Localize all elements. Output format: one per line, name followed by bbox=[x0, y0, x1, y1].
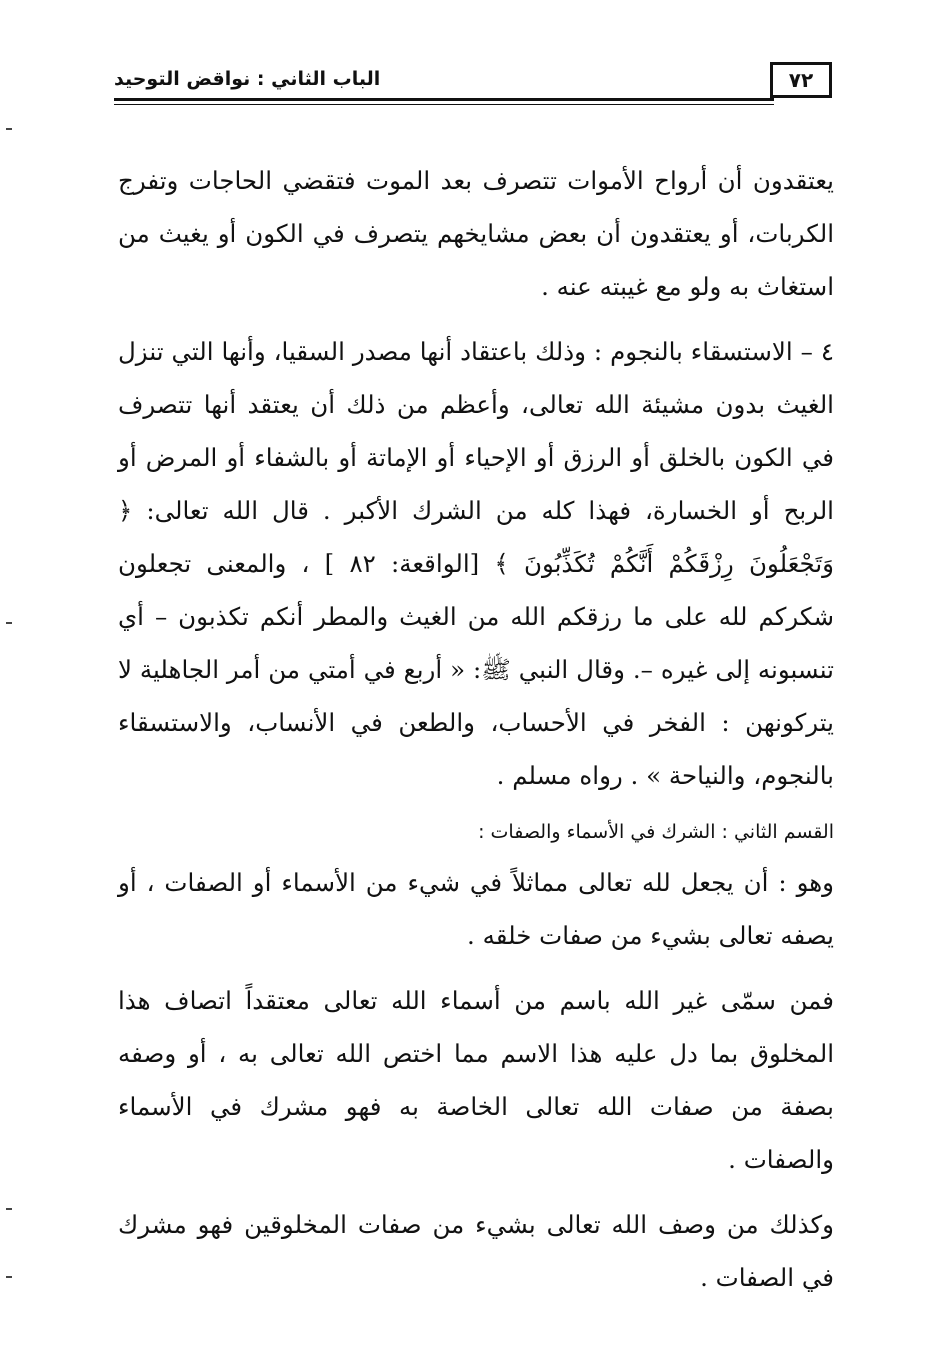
header-rule-thick bbox=[114, 98, 774, 101]
scan-margin-mark bbox=[6, 622, 12, 624]
paragraph-istisqa: ٤ – الاستسقاء بالنجوم : وذلك باعتقاد أنها مصدر السقيا، وأنها التي تنزل الغيث بدون مشيئة الله تعالى، وأعظم من ذلك أن يعتقد أنها تتصرف في الكون بالخلق أو الرزق أو الإحياء أو الإماتة أو بالشفاء أو المرض أو الربح أو الخسارة، فهذا كله من الشرك الأكبر . قال الله تعالى: ﴿ وَتَجْعَلُونَ رِزْقَكُمْ أَنَّكُمْ تُكَذِّبُونَ ﴾ [الواقعة: ٨٢ ] ، والمعنى تجعلون شكركم لله على ما رزقكم الله من الغيث والمطر أنكم تكذبون – أي تنسبونه إلى غيره –. وقال النبي ﷺ: « أربع في أمتي من أمر الجاهلية لا يتركونهن : الفخر في الأحساب، والطعن في الأنساب، والاستسقاء بالنجوم، والنياحة » . رواه مسلم . bbox=[118, 337, 834, 790]
paragraph-definition: وهو : أن يجعل لله تعالى مماثلاً في شيء من الأسماء أو الصفات ، أو يصفه تعالى بشيء من صفات خلقه . bbox=[118, 868, 834, 950]
scan-margin-mark bbox=[6, 1276, 12, 1278]
paragraph-describing: وكذلك من وصف الله تعالى بشيء من صفات المخلوقين فهو مشرك في الصفات . bbox=[118, 1210, 834, 1292]
section-heading: القسم الثاني : الشرك في الأسماء والصفات : bbox=[478, 821, 834, 843]
page-header bbox=[114, 62, 842, 108]
scan-margin-mark bbox=[6, 1208, 12, 1210]
header-rule-thin bbox=[114, 104, 774, 105]
chapter-title: الباب الثاني : نواقض التوحيد bbox=[114, 68, 381, 90]
scan-margin-mark bbox=[6, 128, 12, 130]
page-body bbox=[118, 154, 834, 1304]
page-number: ٧٢ bbox=[770, 62, 832, 98]
paragraph-naming: فمن سمّى غير الله باسم من أسماء الله تعالى معتقداً اتصاف هذا المخلوق بما دل عليه هذا الاسم مما اختص الله تعالى به ، أو وصفه بصفة من صفات الله تعالى الخاصة به فهو مشرك في الأسماء والصفات . bbox=[118, 986, 834, 1174]
paragraph-intro: يعتقدون أن أرواح الأموات تتصرف بعد الموت فتقضي الحاجات وتفرج الكربات، أو يعتقدون أن بعض مشايخهم يتصرف في الكون أو يغيث من استغاث به ولو مع غيبته عنه . bbox=[118, 166, 834, 301]
